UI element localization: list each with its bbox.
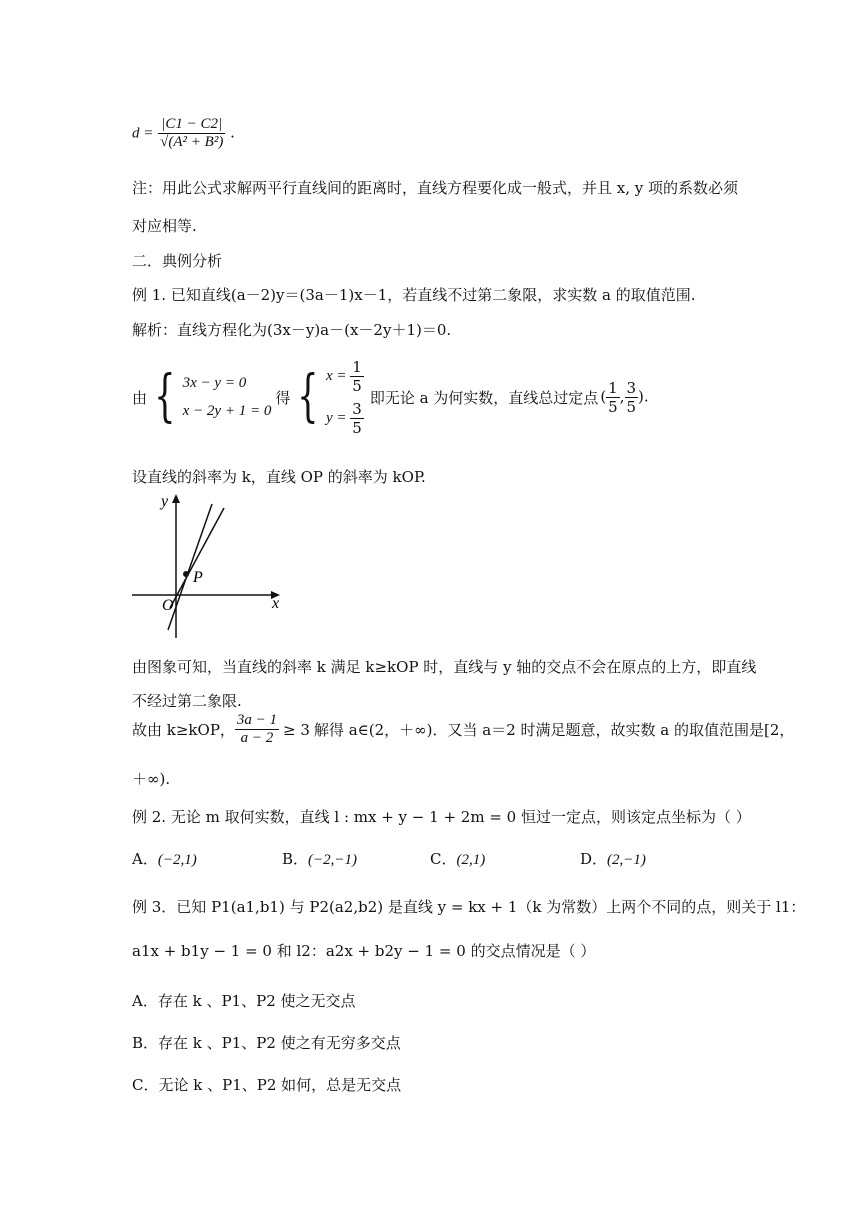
- example3-option-c: C．无论 k 、P1、P2 如何，总是无交点: [132, 1076, 402, 1094]
- example3-line-1: 例 3．已知 P1(a1,b1) 与 P2(a2,b2) 是直线 y = kx + 1（k 为常数）上两个不同的点，则关于 l1：: [132, 898, 806, 916]
- inequality-rhs: ≥ 3: [283, 720, 310, 739]
- line-graph: [130, 490, 290, 640]
- solution-y: y = $\frac{3}{5}$: [326, 399, 362, 437]
- fixed-point: ( $\frac{1}{5}$ , $\frac{3}{5}$ ).: [600, 378, 649, 416]
- system-prefix: 由: [132, 388, 148, 407]
- distance-formula: [132, 116, 235, 151]
- note-line-2: 对应相等.: [132, 217, 197, 235]
- system-equations: [183, 369, 272, 425]
- example2-option-d: D．(2,−1): [580, 850, 646, 868]
- system-solution: [326, 355, 364, 439]
- example3-option-b: B．存在 k 、P1、P2 使之有无穷多交点: [132, 1034, 401, 1052]
- example2-statement: 例 2. 无论 m 取何实数，直线 l : mx + y − 1 + 2m = 0 恒过一定点，则该定点坐标为（ ）: [132, 808, 751, 826]
- conclusion-line-2: 不经过第二象限.: [132, 692, 242, 710]
- right-side-brace: {: [297, 364, 319, 429]
- solution-x: x = $\frac{1}{5}$: [326, 357, 362, 395]
- y-axis-arrow: [172, 494, 180, 503]
- note-line-1: 注：用此公式求解两平行直线间的距离时，直线方程要化成一般式，并且 x, y 项的系数必须: [132, 179, 739, 197]
- get-word: 得: [275, 388, 291, 407]
- example1-statement: 例 1. 已知直线(a－2)y＝(3a－1)x－1，若直线不过第二象限，求实数 a 的取值范围.: [132, 286, 696, 304]
- fixed-point-text: 即无论 a 为何实数，直线总过定点: [369, 388, 599, 407]
- formula-numerator: |C1 − C2|: [161, 116, 223, 132]
- example2-option-c: C．(2,1): [430, 850, 486, 868]
- example1-analysis: 解析：直线方程化为(3x－y)a－(x－2y＋1)＝0.: [132, 321, 452, 339]
- solve-prefix: 故由 k≥kOP，: [132, 721, 235, 739]
- solve-line: [132, 712, 794, 747]
- example3-line-2: a1x + b1y − 1 = 0 和 l2：a2x + b2y − 1 = 0 的交点情况是（ ）: [132, 942, 596, 960]
- left-brace: {: [154, 364, 176, 429]
- example2-option-b: B．(−2,−1): [282, 850, 358, 868]
- example2-option-a: A．(−2,1): [132, 850, 197, 868]
- slope-text: 设直线的斜率为 k，直线 OP 的斜率为 kOP.: [132, 468, 426, 486]
- solve-end: ＋∞).: [132, 770, 171, 788]
- line-steep: [168, 504, 212, 630]
- formula-lhs: d =: [132, 125, 154, 142]
- section-title: 二．典例分析: [132, 252, 223, 270]
- example3-option-a: A．存在 k 、P1、P2 使之无交点: [132, 992, 356, 1010]
- formula-end: .: [230, 123, 235, 142]
- solve-suffix: 解得 a∈(2，＋∞)．又当 a＝2 时满足题意，故实数 a 的取值范围是[2，: [313, 721, 795, 739]
- example1-system: [132, 352, 649, 442]
- graph-x-label: x: [272, 595, 280, 612]
- line-op: [170, 508, 224, 608]
- equation-1: 3x − y = 0: [182, 375, 247, 391]
- formula-denominator: √(A² + B²): [160, 134, 224, 150]
- inequality-fraction: $\frac{3a - 1}{a - 2}$: [236, 712, 278, 746]
- equation-2: x − 2y + 1 = 0: [182, 403, 272, 419]
- graph-point-label: P: [193, 569, 203, 586]
- formula-fraction: [158, 116, 225, 151]
- graph-origin-label: O: [162, 597, 174, 614]
- point-p: [183, 571, 189, 577]
- conclusion-line-1: 由图象可知，当直线的斜率 k 满足 k≥kOP 时，直线与 y 轴的交点不会在原点的上方，即直线: [132, 658, 757, 676]
- graph-y-label: y: [161, 493, 169, 510]
